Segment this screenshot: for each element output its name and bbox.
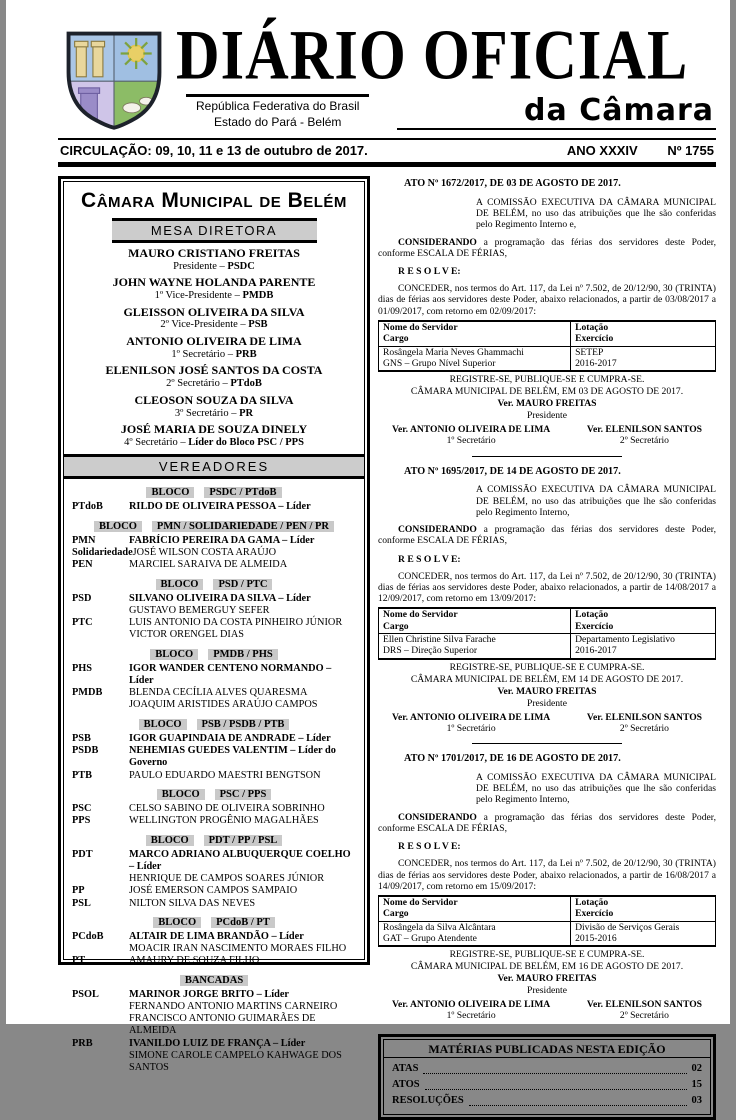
- mesa-role-text: 1º Secretário –: [171, 348, 233, 360]
- vereador-party: PHS: [72, 663, 93, 675]
- servidor-exercicio: 2016-2017: [575, 357, 617, 369]
- mesa-member-name: GLEISSON OLIVEIRA DA SILVA: [123, 304, 305, 319]
- considerando-text: a programação das férias dos servidores deste Poder, conforme ESCALA DE FÉRIAS,: [378, 811, 716, 834]
- ato-separator: [472, 456, 622, 457]
- cell-lotacao: [571, 634, 716, 659]
- vereador-party: Solidariedade: [72, 547, 133, 559]
- bloco-label: BANCADAS: [180, 975, 248, 986]
- mesa-member: [72, 335, 356, 360]
- vereador-row: [72, 931, 356, 943]
- bloco-parties: PSC / PPS: [215, 789, 272, 800]
- ato-article: [378, 753, 716, 1022]
- bloco-header: [72, 482, 356, 500]
- president-role: Presidente: [527, 697, 567, 709]
- dotted-leader: [469, 1105, 687, 1106]
- vereador-name: LUIS ANTONIO DA COSTA PINHEIRO JÚNIOR: [129, 617, 343, 629]
- vereador-row: [72, 699, 356, 711]
- secretary1-role: 1º Secretário: [446, 722, 496, 734]
- vereador-party: PSL: [72, 897, 91, 909]
- table-header-row: [379, 608, 716, 633]
- president-name: Ver. MAURO FREITAS: [497, 973, 597, 985]
- edition-number: Nº 1755: [667, 143, 714, 158]
- vereador-row: [72, 873, 356, 885]
- mesa-role-text: 2º Vice-Presidente –: [160, 319, 246, 331]
- servidor-exercicio: 2016-2017: [575, 645, 617, 657]
- signature-row: [378, 712, 716, 734]
- table-data-row: [379, 346, 716, 371]
- mesa-role-text: 3º Secretário –: [174, 407, 237, 419]
- mesa-member-role: [72, 408, 356, 420]
- vereadores-list: [72, 482, 356, 1074]
- cell-servidor: [379, 921, 571, 946]
- bloco-parties: PDT / PP / PSL: [204, 835, 283, 846]
- dotted-leader: [423, 1073, 686, 1074]
- vereador-row: [72, 663, 356, 687]
- vereador-name: AMAURY DE SOUZA FILHO: [129, 955, 260, 967]
- vereador-party: PSOL: [72, 989, 99, 1001]
- bloco-parties: PSDC / PTdoB: [204, 487, 281, 498]
- mesa-role-text: 2º Secretário –: [166, 378, 228, 390]
- ato-closing: [378, 949, 716, 997]
- vereador-name: HENRIQUE DE CAMPOS SOARES JÚNIOR: [129, 873, 325, 885]
- materias-page: 15: [691, 1078, 702, 1090]
- ato-closing: [378, 662, 716, 710]
- subtitle-line-2: Estado do Pará - Belém: [214, 114, 342, 129]
- vereador-party: PRB: [72, 1037, 93, 1049]
- considerando-word: CONSIDERANDO: [398, 811, 477, 823]
- vereador-row: [72, 989, 356, 1001]
- atos-column: [378, 176, 716, 1120]
- materias-label: ATOS: [392, 1078, 420, 1090]
- signature-2: [587, 999, 702, 1021]
- bloco-header: [72, 912, 356, 930]
- secretary1-role: 1º Secretário: [446, 1010, 496, 1022]
- mesa-role-text: Presidente –: [173, 260, 225, 272]
- vereador-name: CELSO SABINO DE OLIVEIRA SOBRINHO: [129, 803, 325, 815]
- servidor-nome: Rosângela da Silva Alcântara: [383, 921, 496, 933]
- mesa-member-name: ANTONIO OLIVEIRA DE LIMA: [126, 334, 302, 349]
- materias-box-inner: [383, 1039, 711, 1116]
- cell-servidor: [379, 346, 571, 371]
- bloco-label: BLOCO: [157, 789, 205, 800]
- vereador-row: [72, 1050, 356, 1074]
- vereador-name: IVANILDO LUIZ DE FRANÇA – Líder: [129, 1037, 306, 1049]
- ato-title: ATO Nº 1701/2017, DE 16 DE AGOSTO DE 2017.: [404, 753, 621, 765]
- signature-1: [392, 999, 550, 1021]
- closing-date-line: CÂMARA MUNICIPAL DE BELÉM, EM 16 DE AGOSTO DE 2017.: [410, 961, 684, 973]
- vereador-party: PCdoB: [72, 931, 104, 943]
- vereador-party: PSC: [72, 803, 92, 815]
- mesa-member-role: [72, 437, 356, 449]
- vereador-party: PT: [72, 955, 86, 967]
- left-panel-inner: [63, 181, 365, 1073]
- bloco-header: [72, 516, 356, 534]
- mesa-member-party: PMDB: [242, 290, 274, 302]
- servidor-lotacao: Divisão de Serviços Gerais: [575, 921, 680, 933]
- bloco-label: BLOCO: [150, 649, 198, 660]
- secretary2-role: 2º Secretário: [619, 435, 669, 447]
- servidor-exercicio: 2015-2016: [575, 932, 617, 944]
- servidor-lotacao: SETEP: [575, 346, 604, 358]
- materias-entry: [392, 1077, 702, 1093]
- th-lotacao: Lotação: [575, 321, 609, 333]
- servidor-cargo: GNS – Grupo Nível Superior: [383, 357, 496, 369]
- secretary2-role: 2º Secretário: [619, 722, 669, 734]
- mesa-member-party: PSDC: [227, 260, 255, 272]
- vereador-name: MARINOR JORGE BRITO – Líder: [129, 989, 289, 1001]
- vereador-name: FRANCISCO ANTONIO GUIMARÃES DE ALMEIDA: [129, 1013, 316, 1037]
- vereador-row: [72, 629, 356, 641]
- signature-1: [392, 712, 550, 734]
- vereador-row: [72, 1001, 356, 1013]
- bloco-label: BLOCO: [146, 487, 194, 498]
- thick-rule: [58, 162, 716, 167]
- bloco-header: [72, 714, 356, 732]
- bloco-header: [72, 830, 356, 848]
- header-cell-servidor: [379, 321, 571, 346]
- servidor-cargo: DRS – Direção Superior: [383, 645, 478, 657]
- vereadores-header: VEREADORES: [64, 454, 364, 479]
- vereador-party: PTB: [72, 769, 93, 781]
- mesa-member-party: Líder do Bloco PSC / PPS: [188, 436, 304, 448]
- table-data-row: [379, 921, 716, 946]
- vereador-name: IGOR WANDER CENTENO NORMANDO – Líder: [129, 663, 332, 687]
- vereador-name: MOACIR IRAN NASCIMENTO MORAES FILHO: [129, 943, 347, 955]
- ato-title: ATO Nº 1672/2017, DE 03 DE AGOSTO DE 2017.: [404, 178, 621, 189]
- mesa-member-party: PRB: [235, 348, 257, 360]
- servidor-nome: Ellen Christine Silva Farache: [383, 634, 496, 646]
- vereador-party: PTdoB: [72, 501, 103, 513]
- bloco-header: [72, 644, 356, 662]
- bloco-label: BLOCO: [156, 579, 204, 590]
- coat-of-arms-icon: [58, 28, 170, 130]
- considerando-text: a programação das férias dos servidores deste Poder, conforme ESCALA DE FÉRIAS,: [378, 524, 716, 547]
- registre-line: REGISTRE-SE, PUBLIQUE-SE E CUMPRA-SE.: [449, 949, 645, 961]
- vereador-row: [72, 1013, 356, 1037]
- circulation-text: CIRCULAÇÃO: 09, 10, 11 e 13 de outubro de 2017.: [60, 143, 368, 158]
- bloco-parties: PMDB / PHS: [208, 649, 278, 660]
- ferias-table: [378, 607, 716, 659]
- vereador-party: PMN: [72, 535, 96, 547]
- vereador-row: [72, 815, 356, 827]
- th-exercicio: Exercício: [575, 333, 614, 345]
- vereador-row: [72, 559, 356, 571]
- materias-page: 03: [691, 1095, 702, 1107]
- mesa-member-role: [72, 378, 356, 390]
- mesa-list: [72, 247, 356, 448]
- vereador-row: [72, 687, 356, 699]
- president-name: Ver. MAURO FREITAS: [497, 398, 597, 410]
- registre-line: REGISTRE-SE, PUBLIQUE-SE E CUMPRA-SE.: [449, 374, 645, 386]
- vereador-name: SILVANO OLIVEIRA DA SILVA – Líder: [129, 592, 311, 604]
- vereador-name: FABRÍCIO PEREIRA DA GAMA – Líder: [129, 535, 315, 547]
- mesa-member-party: PSB: [248, 319, 268, 331]
- materias-entry: [392, 1061, 702, 1077]
- vereador-name: NEHEMIAS GUEDES VALENTIM – Líder do Governo: [129, 745, 336, 769]
- ato-title: ATO Nº 1695/2017, DE 14 DE AGOSTO DE 2017.: [404, 465, 621, 477]
- secretary1-name: Ver. ANTONIO OLIVEIRA DE LIMA: [392, 424, 551, 436]
- mesa-role-text: 1º Vice-Presidente –: [154, 290, 240, 302]
- signature-2: [587, 424, 702, 446]
- president-role: Presidente: [527, 410, 567, 422]
- vereador-party: PTC: [72, 617, 93, 629]
- vereador-name: NILTON SILVA DAS NEVES: [129, 897, 256, 909]
- considerando-word: CONSIDERANDO: [398, 236, 477, 248]
- vereador-party: PDT: [72, 848, 93, 860]
- mesa-member-party: PR: [239, 407, 254, 419]
- ferias-table: [378, 895, 716, 947]
- circulation-bar: [58, 138, 716, 162]
- ato-considerando: [378, 812, 716, 834]
- th-cargo: Cargo: [383, 333, 409, 345]
- vereador-name: VICTOR ORENGEL DIAS: [129, 629, 244, 641]
- ato-considerando: [378, 524, 716, 546]
- closing-date-line: CÂMARA MUNICIPAL DE BELÉM, EM 03 DE AGOSTO DE 2017.: [410, 386, 684, 398]
- ato-closing: [378, 374, 716, 422]
- president-role: Presidente: [527, 985, 567, 997]
- vereador-row: [72, 1038, 356, 1050]
- vereador-row: [72, 605, 356, 617]
- th-nome: Nome do Servidor: [383, 321, 458, 333]
- vereador-row: [72, 733, 356, 745]
- cell-lotacao: [571, 346, 716, 371]
- ato-considerando: [378, 237, 716, 259]
- secretary2-role: 2º Secretário: [619, 1010, 669, 1022]
- vereador-row: [72, 593, 356, 605]
- table-header-row: [379, 321, 716, 346]
- servidor-nome: Rosângela Maria Neves Ghammachi: [383, 346, 524, 358]
- mesa-member: [72, 423, 356, 448]
- mesa-member-role: [72, 349, 356, 361]
- vereador-party: PPS: [72, 815, 91, 827]
- header-cell-lotacao: [571, 608, 716, 633]
- signature-2: [587, 712, 702, 734]
- mesa-diretora-header: MESA DIRETORA: [112, 218, 317, 243]
- mesa-member-role: [72, 319, 356, 331]
- th-nome: Nome do Servidor: [383, 896, 458, 908]
- bloco-header: [72, 970, 356, 988]
- bloco-parties: PSB / PSDB / PTB: [197, 719, 290, 730]
- materias-rows: [392, 1061, 702, 1110]
- vereador-name: RILDO DE OLIVEIRA PESSOA – Líder: [129, 501, 311, 513]
- belem-coat-of-arms-logo: [58, 20, 176, 135]
- bloco-header: [72, 574, 356, 592]
- vereador-row: [72, 898, 356, 910]
- chamber-title: Câmara Municipal de Belém: [81, 189, 347, 212]
- secretary1-role: 1º Secretário: [446, 435, 496, 447]
- edition-year: ANO XXXIV: [566, 143, 638, 158]
- atos-list: [378, 178, 716, 1022]
- vereador-party: PSDB: [72, 745, 99, 757]
- mesa-member: [72, 276, 356, 301]
- ato-conceder: CONCEDER, nos termos do Art. 117, da Lei nº 7.502, de 20/12/90, 30 (TRINTA) dias de férias aos servidores deste Poder, abaixo relacionados, a partir de 16/08/2017 a 14/09/2017, com retorno em 15/09/2017:: [378, 858, 716, 892]
- mesa-member-role: [72, 290, 356, 302]
- vereador-party: PMDB: [72, 687, 103, 699]
- resolve-label: R E S O L V E:: [398, 841, 461, 853]
- bloco-label: BLOCO: [146, 835, 194, 846]
- vereador-row: [72, 943, 356, 955]
- th-exercicio: Exercício: [575, 908, 614, 920]
- vereador-party: [72, 943, 129, 955]
- gazette-page: [6, 0, 730, 1107]
- header-cell-lotacao: [571, 896, 716, 921]
- cell-servidor: [379, 634, 571, 659]
- vereador-party: [72, 699, 129, 711]
- ato-opening: A COMISSÃO EXECUTIVA DA CÂMARA MUNICIPAL DE BELÉM, no uso das atribuições que lhe são conferidas pelo Regimento Interno,: [476, 484, 716, 518]
- ato-opening: A COMISSÃO EXECUTIVA DA CÂMARA MUNICIPAL DE BELÉM, no uso das atribuições que lhe são conferidas pelo Regimento Interno e,: [476, 196, 716, 231]
- vereador-name: GUSTAVO BEMERGUY SEFER: [129, 605, 270, 617]
- gazette-title: DIÁRIO OFICIAL: [176, 15, 689, 95]
- th-lotacao: Lotação: [575, 609, 609, 621]
- mesa-member-name: MAURO CRISTIANO FREITAS: [128, 246, 300, 260]
- secretary2-name: Ver. ELENILSON SANTOS: [586, 999, 702, 1011]
- vereador-name: BLENDA CECÍLIA ALVES QUARESMA: [129, 687, 308, 699]
- mesa-role-text: 4º Secretário –: [124, 436, 186, 448]
- vereador-row: [72, 770, 356, 782]
- vereador-party: [72, 1001, 129, 1013]
- bloco-label: BLOCO: [153, 917, 201, 928]
- mesa-member-name: CLEOSON SOUZA DA SILVA: [134, 392, 294, 407]
- edition-info: [541, 143, 714, 158]
- president-name: Ver. MAURO FREITAS: [497, 685, 597, 697]
- vereador-row: [72, 745, 356, 769]
- considerando-text: a programação das férias dos servidores deste Poder, conforme ESCALA DE FÉRIAS,: [378, 236, 716, 259]
- ferias-table: [378, 320, 716, 372]
- ato-article: [378, 466, 716, 735]
- bloco-label: BLOCO: [139, 719, 187, 730]
- mesa-member: [72, 306, 356, 331]
- mesa-member: [72, 394, 356, 419]
- header-cell-servidor: [379, 608, 571, 633]
- materias-box: [378, 1034, 716, 1120]
- vereador-name: SIMONE CAROLE CAMPELO KAHWAGE DOS SANTOS: [129, 1049, 342, 1073]
- masthead-main: [176, 15, 716, 135]
- resolve-label: R E S O L V E:: [398, 266, 461, 278]
- vereador-row: [72, 955, 356, 967]
- ato-conceder: CONCEDER, nos termos do Art. 117, da Lei nº 7.502, de 20/12/90, 30 (TRINTA) dias de férias aos servidores deste Poder, abaixo relacionados, a partir de 03/08/2017 a 01/09/2017, com retorno em 02/09/2017:: [378, 283, 716, 317]
- vereador-row: [72, 501, 356, 513]
- vereador-party: [72, 629, 129, 641]
- vereador-name: JOAQUIM ARISTIDES ARAÚJO CAMPOS: [129, 699, 318, 711]
- cell-lotacao: [571, 921, 716, 946]
- vereador-name: PAULO EDUARDO MAESTRI BENGTSON: [129, 769, 321, 781]
- vereador-party: PEN: [72, 559, 93, 571]
- materias-entry: [392, 1093, 702, 1109]
- secretary1-name: Ver. ANTONIO OLIVEIRA DE LIMA: [392, 711, 551, 723]
- ato-opening: A COMISSÃO EXECUTIVA DA CÂMARA MUNICIPAL DE BELÉM, no uso das atribuições que lhe são conferidas pelo Regimento Interno,: [476, 772, 716, 806]
- closing-date-line: CÂMARA MUNICIPAL DE BELÉM, EM 14 DE AGOSTO DE 2017.: [410, 673, 684, 685]
- vereador-row: [72, 547, 356, 559]
- th-cargo: Cargo: [383, 620, 409, 632]
- dotted-leader: [425, 1089, 687, 1090]
- vereador-name: JOSÉ WILSON COSTA ARAÚJO: [132, 547, 277, 559]
- considerando-word: CONSIDERANDO: [398, 524, 477, 536]
- bloco-parties: PMN / SOLIDARIEDADE / PEN / PR: [152, 521, 334, 532]
- ato-article: [378, 178, 716, 447]
- secretary2-name: Ver. ELENILSON SANTOS: [586, 424, 702, 436]
- vereador-party: PSD: [72, 592, 92, 604]
- bloco-parties: PSD / PTC: [213, 579, 272, 590]
- header-cell-servidor: [379, 896, 571, 921]
- resolve-label: R E S O L V E:: [398, 553, 461, 565]
- servidor-cargo: GAT – Grupo Atendente: [383, 932, 477, 944]
- th-exercicio: Exercício: [575, 620, 614, 632]
- mesa-member-role: [72, 261, 356, 273]
- vereador-row: [72, 617, 356, 629]
- th-lotacao: Lotação: [575, 896, 609, 908]
- vereador-name: MARCIEL SARAIVA DE ALMEIDA: [129, 559, 288, 571]
- vereador-party: PP: [72, 885, 85, 897]
- th-nome: Nome do Servidor: [383, 609, 458, 621]
- vereador-name: JOSÉ EMERSON CAMPOS SAMPAIO: [129, 885, 298, 897]
- content-columns: [58, 176, 716, 1120]
- ato-conceder: CONCEDER, nos termos do Art. 117, da Lei nº 7.502, de 20/12/90, 30 (TRINTA) dias de férias aos servidores deste Poder, abaixo relacionados, a partir de 14/08/2017 a 12/09/2017, com retorno em 13/09/2017:: [378, 570, 716, 605]
- servidor-lotacao: Departamento Legislativo: [575, 634, 675, 646]
- table-header-row: [379, 896, 716, 921]
- subtitle-line-1: República Federativa do Brasil: [196, 99, 360, 113]
- th-cargo: Cargo: [383, 908, 409, 920]
- materias-page: 02: [691, 1062, 702, 1074]
- vereador-party: [72, 1050, 129, 1074]
- vereador-name: ALTAIR DE LIMA BRANDÃO – Líder: [129, 931, 304, 943]
- left-panel: [58, 176, 370, 1073]
- signature-1: [392, 424, 550, 446]
- vereador-party: [72, 1013, 129, 1037]
- vereador-row: [72, 885, 356, 897]
- vereador-party: [72, 605, 129, 617]
- masthead: [58, 15, 716, 135]
- mesa-member-name: JOHN WAYNE HOLANDA PARENTE: [112, 275, 316, 290]
- secretary1-name: Ver. ANTONIO OLIVEIRA DE LIMA: [392, 999, 551, 1011]
- bloco-label: BLOCO: [94, 521, 142, 532]
- materias-label: RESOLUÇÕES: [392, 1095, 464, 1107]
- ato-separator: [472, 743, 622, 744]
- bloco-header: [72, 784, 356, 802]
- vereador-row: [72, 535, 356, 547]
- vereador-party: [72, 873, 129, 885]
- table-data-row: [379, 634, 716, 659]
- signature-row: [378, 999, 716, 1021]
- mesa-member: [72, 364, 356, 389]
- materias-label: ATAS: [392, 1062, 419, 1074]
- registre-line: REGISTRE-SE, PUBLIQUE-SE E CUMPRA-SE.: [449, 661, 645, 673]
- vereador-name: MARCO ADRIANO ALBUQUERQUE COELHO – Líder: [129, 848, 351, 873]
- mesa-member-name: JOSÉ MARIA DE SOUZA DINELY: [120, 422, 308, 437]
- vereador-name: WELLINGTON PROGÊNIO MAGALHÃES: [129, 815, 319, 827]
- bloco-parties: PCdoB / PT: [211, 917, 275, 928]
- mesa-member-name: ELENILSON JOSÉ SANTOS DA COSTA: [105, 363, 323, 378]
- mesa-member: [72, 247, 356, 272]
- header-cell-lotacao: [571, 321, 716, 346]
- mesa-member-party: PTdoB: [230, 378, 262, 390]
- signature-row: [378, 424, 716, 446]
- vereador-name: IGOR GUAPINDAIA DE ANDRADE – Líder: [129, 733, 331, 745]
- secretary2-name: Ver. ELENILSON SANTOS: [586, 711, 702, 723]
- materias-title: MATÉRIAS PUBLICADAS NESTA EDIÇÃO: [384, 1041, 710, 1058]
- vereador-row: [72, 849, 356, 873]
- vereador-name: FERNANDO ANTONIO MARTINS CARNEIRO: [129, 1001, 338, 1013]
- gazette-subbrand: da Câmara: [524, 93, 714, 129]
- vereador-party: PSB: [72, 733, 91, 745]
- vereador-row: [72, 803, 356, 815]
